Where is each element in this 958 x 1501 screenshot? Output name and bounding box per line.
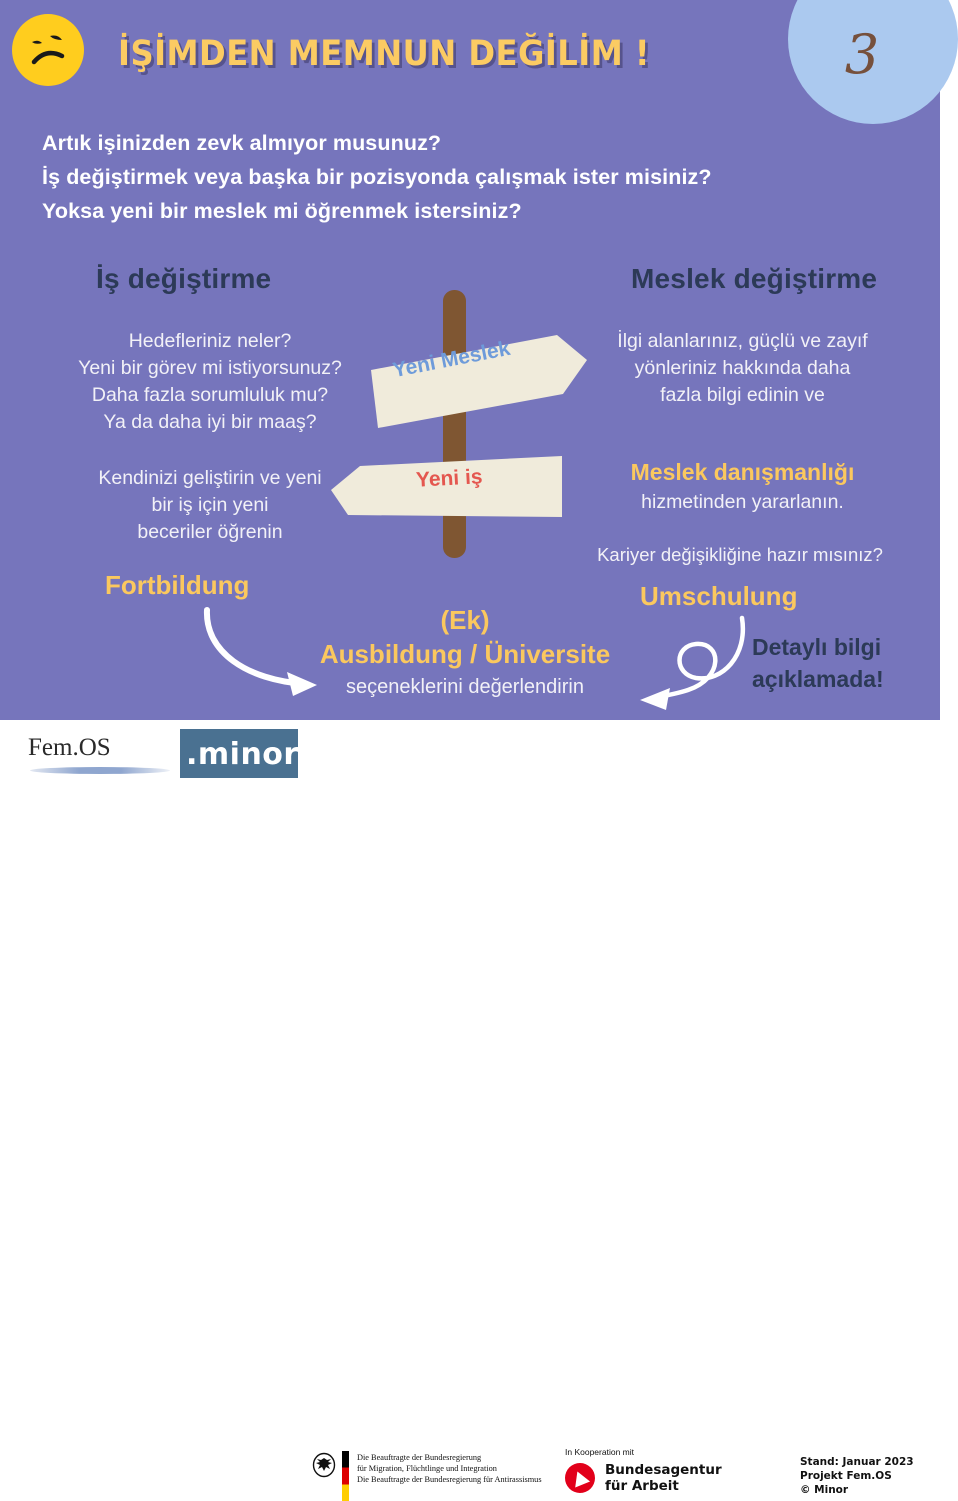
right-body-line-4: hizmetinden yararlanın.: [641, 491, 844, 513]
right-body-line-1: İlgi alanlarınız, güçlü ve zayıf: [617, 330, 868, 352]
career-change-question: Kariyer değişikliğine hazır mısınız?: [597, 544, 883, 565]
left-body-line-2: Yeni bir görev mi istiyorsunuz?: [78, 357, 342, 379]
left-body2-line-2: bir iş için yeni: [151, 494, 269, 516]
federal-eagle-icon: [313, 1453, 335, 1477]
ba-name-line-1: Bundesagentur: [605, 1462, 722, 1478]
left-body2-line-3: beceriler öğrenin: [137, 521, 283, 543]
ausbildung-main-label: Ausbildung / Üniversite: [319, 639, 611, 669]
detail-callout-line-1: Detaylı bilgi: [752, 634, 882, 660]
umschulung-label: Umschulung: [640, 581, 798, 611]
footer-bar: [0, 720, 940, 1496]
ausbildung-sub-label: seçeneklerini değerlendirin: [346, 676, 584, 698]
signpost-lower-label: Yeni iş: [415, 465, 484, 492]
ausbildung-ek-label: (Ek): [440, 605, 490, 635]
cooperation-label: In Kooperation mit: [565, 1447, 634, 1457]
right-column-body-secondary: [570, 455, 915, 516]
bundesagentur-name: [605, 1462, 722, 1494]
femos-logo: [28, 734, 168, 776]
intro-line-1: Artık işinizden zevk almıyor musunuz?: [42, 131, 442, 155]
ausbildung-block: [255, 604, 675, 702]
bundesagentur-logo: [565, 1447, 722, 1497]
left-column-heading: İş değiştirme: [96, 263, 272, 294]
page-title: İŞİMDEN MEMNUN DEĞİLİM !: [118, 34, 651, 74]
imprint-line-1: Stand: Januar 2023: [800, 1456, 914, 1468]
right-body-line-3: fazla bilgi edinin ve: [660, 384, 825, 406]
signpost-upper-arrow: [325, 322, 625, 432]
bmi-line-2: für Migration, Flüchtlinge und Integration: [357, 1464, 497, 1473]
bundesagentur-icon: [560, 1458, 599, 1497]
detail-callout: [752, 631, 884, 695]
intro-questions: [42, 126, 712, 228]
fortbildung-label: Fortbildung: [105, 570, 250, 600]
bmi-line-1: Die Beauftragte der Bundesregierung: [357, 1453, 482, 1462]
detail-callout-line-2: açıklamada!: [752, 666, 884, 692]
german-flag-bar: [342, 1451, 349, 1501]
left-body-line-4: Ya da daha iyi bir maaş?: [103, 411, 317, 433]
signpost-graphic: [330, 290, 620, 580]
imprint-line-3: © Minor: [800, 1484, 849, 1496]
sad-face-icon: [12, 14, 84, 86]
meslek-danismanligi-accent: Meslek danışmanlığı: [630, 459, 855, 485]
minor-logo-text: .minor: [186, 737, 299, 772]
imprint-block: [800, 1455, 914, 1497]
chapter-number: 3: [844, 23, 880, 86]
left-body-line-1: Hedefleriniz neler?: [128, 330, 292, 352]
ba-name-line-2: für Arbeit: [605, 1478, 679, 1494]
left-body2-line-1: Kendinizi geliştirin ve yeni: [98, 467, 322, 489]
right-column-heading: Meslek değiştirme: [631, 263, 878, 294]
imprint-line-2: Projekt Fem.OS: [800, 1470, 892, 1482]
intro-line-3: Yoksa yeni bir meslek mi öğrenmek istersiniz?: [42, 199, 522, 223]
right-body-line-2: yönleriniz hakkında daha: [634, 357, 851, 379]
femos-logo-text: Fem.OS: [28, 734, 111, 761]
bundesagentur-mark: [565, 1461, 722, 1497]
minor-logo: [180, 729, 298, 778]
intro-line-2: İş değiştirmek veya başka bir pozisyonda çalışmak ister misiniz?: [42, 165, 712, 189]
left-body-line-3: Daha fazla sorumluluk mu?: [91, 384, 329, 406]
bmi-line-3: Die Beauftragte der Bundesregierung für Antirassismus: [357, 1475, 542, 1484]
bmi-logo-text: [357, 1452, 542, 1485]
femos-logo-underline: [30, 767, 170, 774]
signpost-upper-label: Yeni Meslek: [390, 336, 513, 383]
